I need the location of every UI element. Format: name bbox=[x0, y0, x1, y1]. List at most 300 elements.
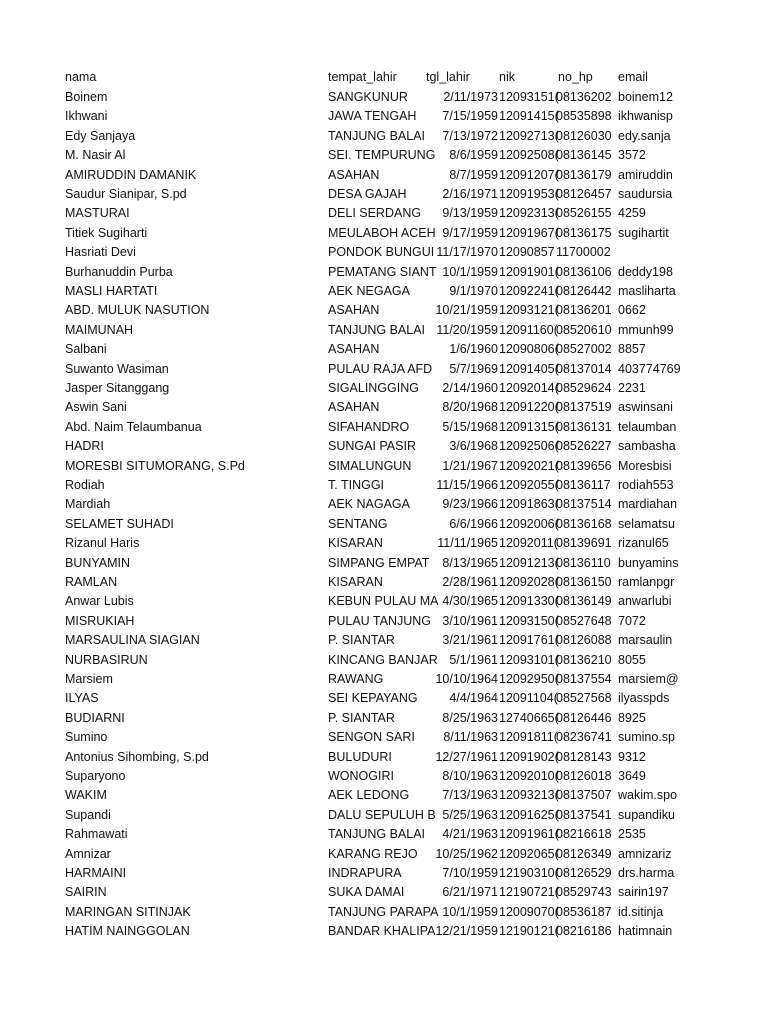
cell-no-hp: 08126446 bbox=[556, 710, 612, 725]
cell-tgl-lahir: 7/13/1972 bbox=[442, 128, 498, 143]
cell-nik: 12091315( bbox=[499, 419, 559, 434]
cell-no-hp: 08136145 bbox=[556, 148, 612, 163]
cell-tgl-lahir: 11/15/1966 bbox=[436, 478, 498, 492]
cell-email: 8857 bbox=[618, 342, 646, 357]
cell-email: sumino.sp bbox=[618, 730, 675, 745]
cell-nik: 12092028( bbox=[499, 575, 559, 589]
table-row bbox=[0, 631, 768, 650]
cell-email: rodiah553 bbox=[618, 478, 674, 492]
cell-email: drs.harma bbox=[618, 866, 675, 880]
cell-email: aswinsani bbox=[618, 400, 673, 415]
cell-email: edy.sanja bbox=[618, 128, 671, 143]
cell-email: marsiem@ bbox=[618, 672, 679, 686]
cell-nik: 12190721( bbox=[499, 885, 559, 900]
table-row bbox=[0, 379, 768, 398]
table-row bbox=[0, 534, 768, 553]
cell-nama: ILYAS bbox=[65, 691, 99, 706]
cell-tgl-lahir: 12/21/1959 bbox=[435, 924, 498, 939]
cell-tempat-lahir: ASAHAN bbox=[328, 342, 380, 357]
cell-nama: Salbani bbox=[65, 342, 107, 357]
cell-nama: Antonius Sihombing, S.pd bbox=[65, 749, 209, 764]
table-row bbox=[0, 301, 768, 320]
cell-tgl-lahir: 12/27/1961 bbox=[435, 749, 498, 764]
cell-email: id.sitinja bbox=[618, 904, 664, 919]
table-row bbox=[0, 728, 768, 747]
cell-nik: 12092014( bbox=[499, 381, 559, 395]
cell-tempat-lahir: KINCANG BANJAR bbox=[328, 652, 438, 667]
cell-tempat-lahir: SIGALINGGING bbox=[328, 381, 419, 395]
cell-tgl-lahir: 2/28/1961 bbox=[442, 575, 498, 589]
cell-no-hp: 08136149 bbox=[556, 594, 612, 609]
cell-tgl-lahir: 4/4/1964 bbox=[449, 691, 498, 706]
table-row bbox=[0, 243, 768, 262]
cell-nama: ABD. MULUK NASUTION bbox=[65, 303, 210, 318]
cell-no-hp: 08126457 bbox=[556, 187, 612, 201]
cell-tgl-lahir: 11/20/1959 bbox=[436, 322, 498, 337]
cell-tempat-lahir: SENTANG bbox=[328, 516, 388, 531]
cell-tempat-lahir: ASAHAN bbox=[328, 303, 380, 318]
cell-tempat-lahir: TANJUNG BALAI bbox=[328, 128, 426, 143]
cell-email: mmunh99 bbox=[618, 322, 674, 337]
table-row bbox=[0, 883, 768, 902]
cell-tempat-lahir: RAWANG bbox=[328, 672, 384, 686]
cell-nik: 12092241( bbox=[499, 284, 559, 298]
cell-tempat-lahir: SIMALUNGUN bbox=[328, 458, 412, 473]
cell-tempat-lahir: SIFAHANDRO bbox=[328, 419, 410, 434]
cell-nik: 12091207( bbox=[499, 167, 559, 182]
cell-tempat-lahir: PONDOK BUNGUI bbox=[328, 245, 435, 260]
cell-tgl-lahir: 10/10/1964 bbox=[435, 672, 498, 686]
cell-no-hp: 08236741 bbox=[556, 730, 612, 745]
table-row bbox=[0, 592, 768, 611]
cell-nik: 12091213( bbox=[499, 555, 559, 570]
cell-email: 3572 bbox=[618, 148, 646, 163]
table-row bbox=[0, 864, 768, 883]
cell-email: 0662 bbox=[618, 303, 646, 318]
cell-tgl-lahir: 10/21/1959 bbox=[435, 303, 498, 318]
cell-email: amnizariz bbox=[618, 846, 672, 861]
table-row bbox=[0, 263, 768, 282]
cell-email: masliharta bbox=[618, 284, 676, 298]
table-row bbox=[0, 146, 768, 165]
cell-no-hp: 08136117 bbox=[556, 478, 611, 492]
cell-tempat-lahir: WONOGIRI bbox=[328, 769, 394, 783]
cell-email: 2535 bbox=[618, 827, 646, 842]
cell-tempat-lahir: KEBUN PULAU MA bbox=[328, 594, 439, 609]
cell-nama: Edy Sanjaya bbox=[65, 128, 136, 143]
cell-tempat-lahir: ASAHAN bbox=[328, 167, 380, 182]
cell-email: 403774769 bbox=[618, 361, 681, 376]
table-row bbox=[0, 418, 768, 437]
cell-tempat-lahir: AEK NEGAGA bbox=[328, 284, 410, 298]
table-row bbox=[0, 825, 768, 844]
cell-nama: Mardiah bbox=[65, 497, 111, 512]
cell-nik: 12091967( bbox=[499, 225, 559, 240]
cell-no-hp: 08529743 bbox=[556, 885, 612, 900]
cell-tgl-lahir: 8/6/1959 bbox=[449, 148, 498, 163]
table-row bbox=[0, 340, 768, 359]
cell-no-hp: 08216186 bbox=[556, 924, 612, 939]
cell-tgl-lahir: 11/11/1965 bbox=[437, 536, 498, 551]
cell-no-hp: 08137014 bbox=[556, 361, 612, 376]
cell-tempat-lahir: SEI. TEMPURUNG bbox=[328, 148, 436, 163]
cell-no-hp: 08137541 bbox=[556, 807, 612, 822]
cell-tgl-lahir: 10/1/1959 bbox=[442, 264, 498, 279]
cell-nik: 12090806( bbox=[499, 342, 559, 357]
cell-tempat-lahir: BULUDURI bbox=[328, 749, 392, 764]
cell-nama: MAIMUNAH bbox=[65, 322, 134, 337]
cell-email: ramlanpgr bbox=[618, 575, 675, 589]
cell-nik: 12092713( bbox=[499, 128, 559, 143]
cell-nik: 12091330( bbox=[499, 594, 559, 609]
table-row bbox=[0, 689, 768, 708]
table-row bbox=[0, 185, 768, 204]
cell-nik: 12092011( bbox=[499, 536, 558, 551]
cell-email: 4259 bbox=[618, 206, 646, 221]
cell-tgl-lahir: 7/15/1959 bbox=[442, 109, 498, 124]
cell-tgl-lahir: 8/7/1959 bbox=[449, 167, 498, 182]
cell-nik: 12093150( bbox=[499, 613, 559, 628]
cell-nama: Supandi bbox=[65, 807, 111, 822]
cell-tempat-lahir: T. TINGGI bbox=[328, 478, 385, 492]
cell-nik: 12092506( bbox=[499, 439, 559, 454]
cell-nama: Amnizar bbox=[65, 846, 111, 861]
cell-email: Moresbisi bbox=[618, 458, 672, 473]
cell-no-hp: 08137514 bbox=[556, 497, 612, 512]
cell-nama: Anwar Lubis bbox=[65, 594, 134, 609]
cell-nama: Abd. Naim Telaumbanua bbox=[65, 419, 202, 434]
cell-nama: HARMAINI bbox=[65, 866, 127, 880]
cell-nama: Aswin Sani bbox=[65, 400, 127, 415]
cell-tempat-lahir: DESA GAJAH bbox=[328, 187, 407, 201]
cell-tempat-lahir: P. SIANTAR bbox=[328, 710, 395, 725]
cell-tempat-lahir: PULAU RAJA AFD bbox=[328, 361, 433, 376]
cell-tgl-lahir: 7/13/1963 bbox=[442, 788, 498, 803]
cell-nik: 12091811( bbox=[499, 730, 558, 745]
cell-tempat-lahir: TANJUNG PARAPA bbox=[328, 904, 439, 919]
cell-nik: 12092006( bbox=[499, 516, 559, 531]
table-header-row bbox=[0, 68, 768, 87]
cell-email: 7072 bbox=[618, 613, 646, 628]
cell-no-hp: 08526227 bbox=[556, 439, 612, 454]
table-row bbox=[0, 457, 768, 476]
cell-nama: MISRUKIAH bbox=[65, 613, 135, 628]
cell-nama: Titiek Sugiharti bbox=[65, 225, 148, 240]
table-row bbox=[0, 398, 768, 417]
cell-nik: 12092010( bbox=[499, 769, 559, 783]
cell-tgl-lahir: 9/13/1959 bbox=[442, 206, 498, 221]
cell-nama: AMIRUDDIN DAMANIK bbox=[65, 167, 197, 182]
cell-no-hp: 08126030 bbox=[556, 128, 612, 143]
cell-nama: Rizanul Haris bbox=[65, 536, 140, 551]
cell-nama: BUNYAMIN bbox=[65, 555, 131, 570]
cell-tgl-lahir: 10/25/1962 bbox=[435, 846, 498, 861]
cell-tempat-lahir: SUNGAI PASIR bbox=[328, 439, 416, 454]
cell-tgl-lahir: 8/25/1963 bbox=[442, 710, 498, 725]
cell-email: 3649 bbox=[618, 769, 646, 783]
cell-nik: 12093121( bbox=[499, 303, 559, 318]
cell-tgl-lahir: 8/11/1963 bbox=[443, 730, 498, 745]
cell-nik: 12092021( bbox=[499, 458, 559, 473]
cell-nik: 12190310( bbox=[499, 866, 559, 880]
cell-email: ikhwanisp bbox=[618, 109, 673, 124]
cell-email: telaumban bbox=[618, 419, 677, 434]
cell-tgl-lahir: 5/1/1961 bbox=[449, 652, 498, 667]
cell-tgl-lahir: 3/10/1961 bbox=[442, 613, 498, 628]
table-row bbox=[0, 651, 768, 670]
cell-email: 8055 bbox=[618, 652, 646, 667]
cell-no-hp: 08216618 bbox=[556, 827, 612, 842]
cell-nik: 12093101( bbox=[499, 652, 559, 667]
cell-no-hp: 08126442 bbox=[556, 284, 612, 298]
cell-no-hp: 11700002 bbox=[556, 245, 611, 260]
cell-email: supandiku bbox=[618, 807, 675, 822]
table-row bbox=[0, 748, 768, 767]
cell-tgl-lahir: 5/7/1969 bbox=[449, 361, 498, 376]
cell-email: deddy198 bbox=[618, 264, 673, 279]
table-row bbox=[0, 204, 768, 223]
table-row bbox=[0, 806, 768, 825]
cell-nama: Ikhwani bbox=[65, 109, 108, 124]
cell-tempat-lahir: SANGKUNUR bbox=[328, 90, 408, 104]
cell-no-hp: 08136210 bbox=[556, 652, 612, 667]
cell-tempat-lahir: SIMPANG EMPAT bbox=[328, 555, 430, 570]
cell-nama: Jasper Sitanggang bbox=[65, 381, 170, 395]
cell-nama: SELAMET SUHADI bbox=[65, 516, 174, 531]
cell-tempat-lahir: KARANG REJO bbox=[328, 846, 418, 861]
cell-nik: 12092950( bbox=[499, 672, 559, 686]
cell-tgl-lahir: 4/21/1963 bbox=[442, 827, 498, 842]
cell-tgl-lahir: 8/20/1968 bbox=[442, 400, 498, 415]
cell-nama: MASLI HARTATI bbox=[65, 284, 158, 298]
cell-tempat-lahir: TANJUNG BALAI bbox=[328, 322, 426, 337]
cell-nik: 12092055( bbox=[499, 478, 559, 492]
cell-nik: 12091104( bbox=[499, 691, 558, 706]
cell-no-hp: 08136150 bbox=[556, 575, 612, 589]
cell-email: sugihartit bbox=[618, 225, 669, 240]
cell-nik: 12091961( bbox=[499, 827, 559, 842]
cell-tgl-lahir: 5/25/1963 bbox=[442, 807, 498, 822]
cell-nik: 12091901( bbox=[499, 264, 559, 279]
table-row bbox=[0, 845, 768, 864]
table-row bbox=[0, 786, 768, 805]
cell-tgl-lahir: 9/17/1959 bbox=[442, 225, 498, 240]
cell-nama: Rodiah bbox=[65, 478, 105, 492]
cell-no-hp: 08136202 bbox=[556, 90, 612, 104]
cell-no-hp: 08527648 bbox=[556, 613, 612, 628]
cell-no-hp: 08136179 bbox=[556, 167, 612, 182]
cell-no-hp: 08139656 bbox=[556, 458, 612, 473]
header-nama: nama bbox=[65, 70, 97, 84]
cell-tempat-lahir: PULAU TANJUNG bbox=[328, 613, 432, 628]
cell-no-hp: 08536187 bbox=[556, 904, 612, 919]
cell-nik: 12091415( bbox=[499, 109, 559, 124]
cell-nik: 12190121( bbox=[499, 924, 559, 939]
cell-tempat-lahir: SEI KEPAYANG bbox=[328, 691, 418, 706]
header-tempat-lahir: tempat_lahir bbox=[328, 70, 397, 84]
cell-tgl-lahir: 1/6/1960 bbox=[449, 342, 498, 357]
table-row bbox=[0, 437, 768, 456]
cell-nik: 12090857 bbox=[499, 245, 555, 260]
table-row bbox=[0, 515, 768, 534]
cell-tgl-lahir: 9/1/1970 bbox=[449, 284, 498, 298]
table-row bbox=[0, 282, 768, 301]
table-row bbox=[0, 670, 768, 689]
table-row bbox=[0, 709, 768, 728]
cell-no-hp: 08136110 bbox=[556, 555, 611, 570]
cell-tgl-lahir: 6/21/1971 bbox=[442, 885, 498, 900]
cell-nik: 12092065( bbox=[499, 846, 559, 861]
cell-tempat-lahir: INDRAPURA bbox=[328, 866, 402, 880]
cell-nik: 12091953( bbox=[499, 187, 559, 201]
cell-nama: MASTURAI bbox=[65, 206, 130, 221]
cell-tgl-lahir: 8/13/1965 bbox=[442, 555, 498, 570]
header-no-hp: no_hp bbox=[558, 70, 593, 84]
header-email: email bbox=[618, 70, 648, 84]
cell-nik: 12091761( bbox=[499, 633, 559, 648]
cell-email: 8925 bbox=[618, 710, 646, 725]
cell-no-hp: 08126088 bbox=[556, 633, 612, 648]
cell-email: hatimnain bbox=[618, 924, 673, 939]
cell-email: boinem12 bbox=[618, 90, 673, 104]
table-row bbox=[0, 166, 768, 185]
table-row bbox=[0, 88, 768, 107]
cell-email: bunyamins bbox=[618, 555, 679, 570]
cell-no-hp: 08128143 bbox=[556, 749, 612, 764]
cell-tempat-lahir: KISARAN bbox=[328, 575, 383, 589]
cell-tgl-lahir: 2/11/1973 bbox=[443, 90, 498, 104]
header-tgl-lahir: tgl_lahir bbox=[426, 70, 470, 84]
cell-no-hp: 08126349 bbox=[556, 846, 612, 861]
cell-nama: Boinem bbox=[65, 90, 108, 104]
table-row bbox=[0, 360, 768, 379]
cell-tgl-lahir: 7/10/1959 bbox=[442, 866, 498, 880]
cell-no-hp: 08137519 bbox=[556, 400, 612, 415]
cell-tempat-lahir: KISARAN bbox=[328, 536, 383, 551]
table-row bbox=[0, 922, 768, 941]
cell-email: sairin197 bbox=[618, 885, 669, 900]
cell-email: 9312 bbox=[618, 749, 646, 764]
table-row bbox=[0, 767, 768, 786]
cell-nik: 12093213( bbox=[499, 788, 559, 803]
cell-no-hp: 08526155 bbox=[556, 206, 612, 221]
table-row bbox=[0, 903, 768, 922]
cell-email: ilyasspds bbox=[618, 691, 670, 706]
cell-nama: MARINGAN SITINJAK bbox=[65, 904, 191, 919]
cell-tempat-lahir: SUKA DAMAI bbox=[328, 885, 405, 900]
cell-tempat-lahir: P. SIANTAR bbox=[328, 633, 395, 648]
cell-nama: Suparyono bbox=[65, 769, 126, 783]
cell-nama: Burhanuddin Purba bbox=[65, 264, 173, 279]
cell-email: wakim.spo bbox=[618, 788, 678, 803]
cell-nik: 12091160( bbox=[499, 322, 558, 337]
cell-nik: 12009070( bbox=[499, 904, 559, 919]
cell-tgl-lahir: 2/16/1971 bbox=[442, 187, 498, 201]
table-row bbox=[0, 127, 768, 146]
table-row bbox=[0, 495, 768, 514]
cell-email: amiruddin bbox=[618, 167, 673, 182]
cell-email: selamatsu bbox=[618, 516, 675, 531]
table-row bbox=[0, 476, 768, 495]
cell-tempat-lahir: MEULABOH ACEH bbox=[328, 225, 436, 240]
cell-nik: 12091625( bbox=[499, 807, 559, 822]
cell-no-hp: 08136106 bbox=[556, 264, 612, 279]
cell-nik: 12091220( bbox=[499, 400, 559, 415]
cell-nik: 12092508( bbox=[499, 148, 559, 163]
cell-email: saudursia bbox=[618, 187, 673, 201]
cell-no-hp: 08520610 bbox=[556, 322, 612, 337]
cell-nik: 12740665( bbox=[499, 710, 559, 725]
cell-tgl-lahir: 6/6/1966 bbox=[449, 516, 498, 531]
cell-no-hp: 08126529 bbox=[556, 866, 612, 880]
table-row bbox=[0, 612, 768, 631]
cell-tgl-lahir: 11/17/1970 bbox=[436, 245, 498, 260]
cell-tgl-lahir: 4/30/1965 bbox=[442, 594, 498, 609]
cell-nik: 12091405( bbox=[499, 361, 559, 376]
cell-nama: Marsiem bbox=[65, 672, 113, 686]
cell-no-hp: 08529624 bbox=[556, 381, 612, 395]
cell-no-hp: 08527568 bbox=[556, 691, 612, 706]
cell-nama: HADRI bbox=[65, 439, 104, 454]
cell-tempat-lahir: DELI SERDANG bbox=[328, 206, 422, 221]
cell-tempat-lahir: JAWA TENGAH bbox=[328, 109, 417, 124]
cell-tgl-lahir: 9/23/1966 bbox=[442, 497, 498, 512]
cell-email: 2231 bbox=[618, 381, 646, 395]
cell-nama: M. Nasir Al bbox=[65, 148, 126, 163]
cell-tempat-lahir: AEK NAGAGA bbox=[328, 497, 410, 512]
cell-nik: 12091863( bbox=[499, 497, 559, 512]
cell-tgl-lahir: 3/6/1968 bbox=[449, 439, 498, 454]
cell-no-hp: 08535898 bbox=[556, 109, 612, 124]
cell-nama: MARSAULINA SIAGIAN bbox=[65, 633, 200, 648]
cell-no-hp: 08139691 bbox=[556, 536, 612, 551]
cell-nama: HATIM NAINGGOLAN bbox=[65, 924, 190, 939]
cell-no-hp: 08136131 bbox=[556, 419, 612, 434]
cell-nama: SAIRIN bbox=[65, 885, 107, 900]
cell-tempat-lahir: DALU SEPULUH B bbox=[328, 807, 436, 822]
cell-tgl-lahir: 1/21/1967 bbox=[442, 458, 498, 473]
table-row bbox=[0, 321, 768, 340]
table-row bbox=[0, 573, 768, 592]
cell-no-hp: 08137507 bbox=[556, 788, 612, 803]
cell-email: marsaulin bbox=[618, 633, 673, 648]
cell-no-hp: 08137554 bbox=[556, 672, 612, 686]
cell-tgl-lahir: 5/15/1968 bbox=[442, 419, 498, 434]
cell-nik: 12091902( bbox=[499, 749, 559, 764]
cell-no-hp: 08136201 bbox=[556, 303, 612, 318]
header-nik: nik bbox=[499, 70, 515, 84]
cell-nama: Saudur Sianipar, S.pd bbox=[65, 187, 187, 201]
cell-tempat-lahir: AEK LEDONG bbox=[328, 788, 410, 803]
cell-no-hp: 08126018 bbox=[556, 769, 612, 783]
cell-tempat-lahir: SENGON SARI bbox=[328, 730, 415, 745]
cell-tempat-lahir: PEMATANG SIANT bbox=[328, 264, 437, 279]
cell-nama: NURBASIRUN bbox=[65, 652, 148, 667]
cell-no-hp: 08136168 bbox=[556, 516, 612, 531]
cell-nama: WAKIM bbox=[65, 788, 107, 803]
cell-nama: Rahmawati bbox=[65, 827, 128, 842]
cell-tgl-lahir: 8/10/1963 bbox=[442, 769, 498, 783]
cell-tgl-lahir: 2/14/1960 bbox=[442, 381, 498, 395]
cell-email: mardiahan bbox=[618, 497, 678, 512]
table-row bbox=[0, 554, 768, 573]
cell-no-hp: 08527002 bbox=[556, 342, 612, 357]
table-row bbox=[0, 107, 768, 126]
cell-tempat-lahir: ASAHAN bbox=[328, 400, 380, 415]
cell-tempat-lahir: BANDAR KHALIPA bbox=[328, 924, 436, 939]
cell-nama: Sumino bbox=[65, 730, 108, 745]
cell-nik: 12092313( bbox=[499, 206, 559, 221]
